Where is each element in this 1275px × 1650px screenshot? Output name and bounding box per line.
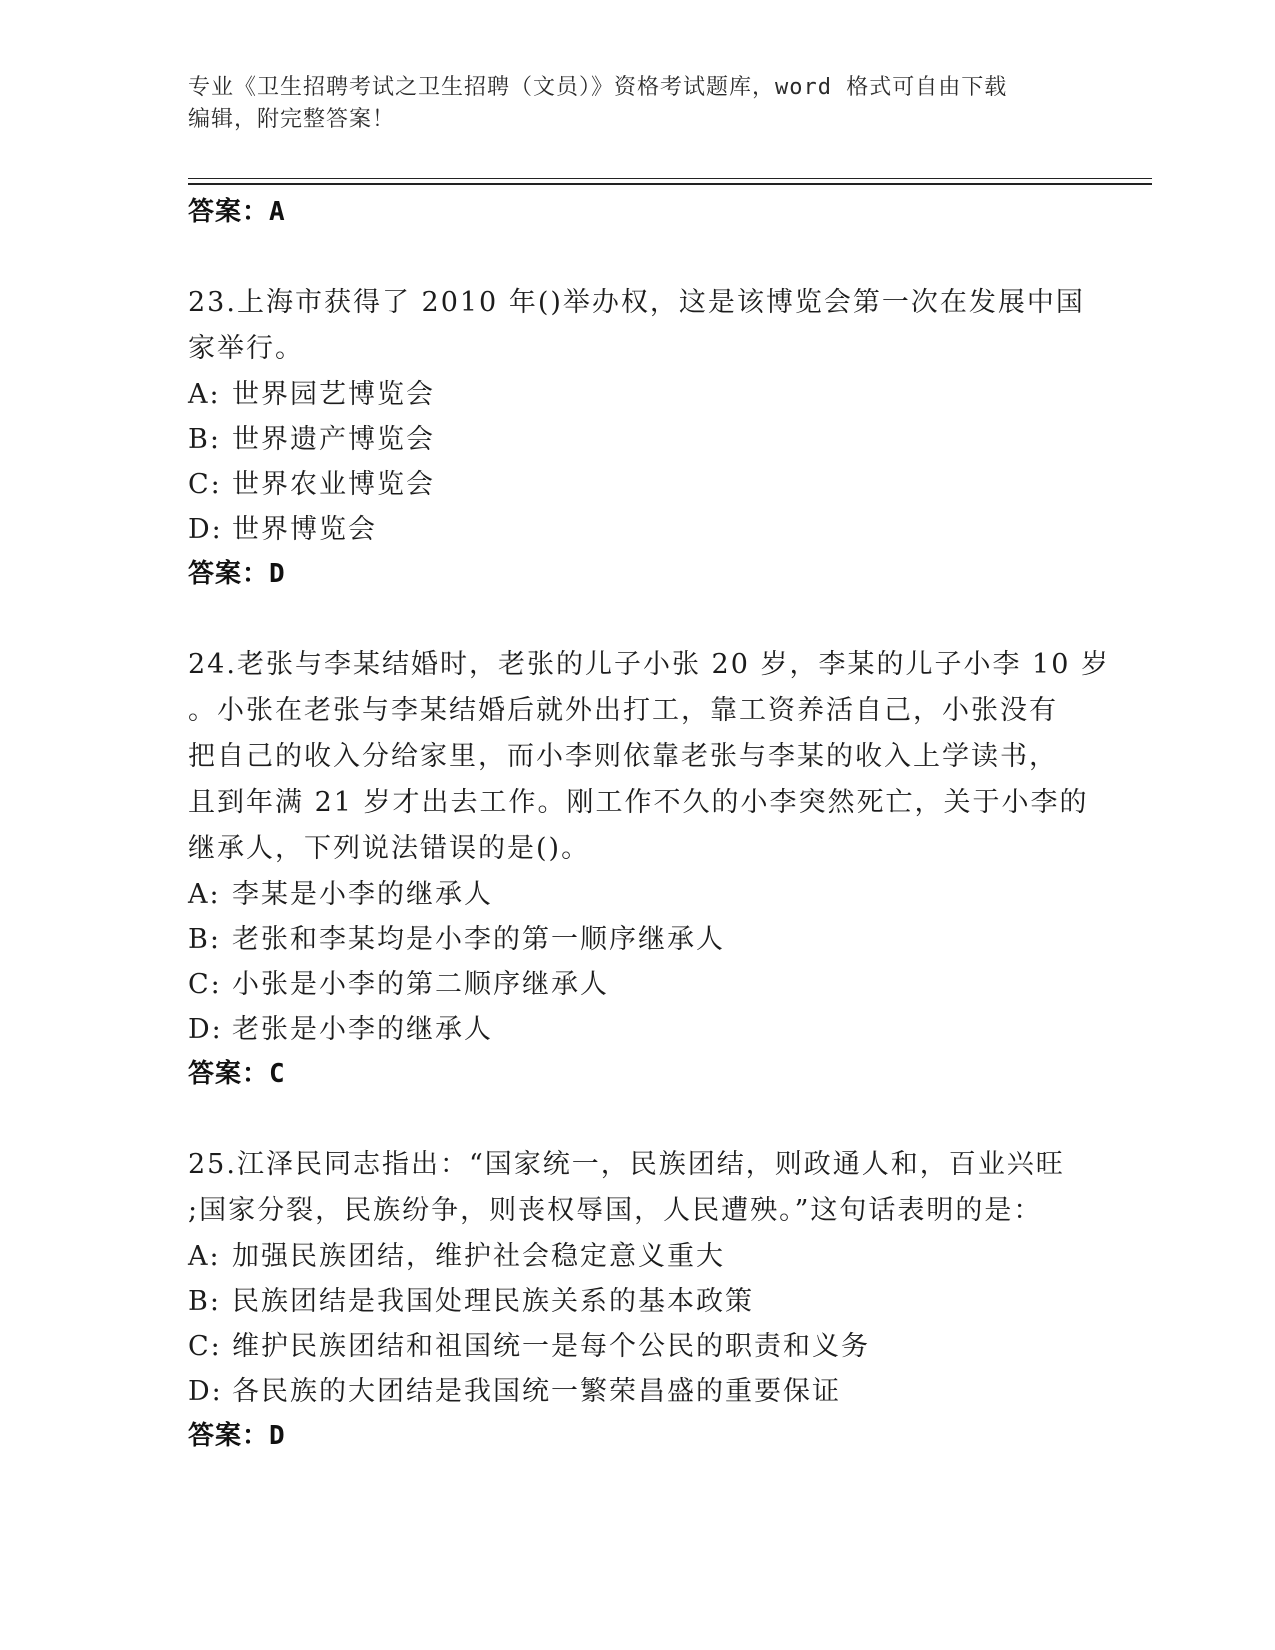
question-text-line: 家举行。 <box>188 333 304 364</box>
answer-line: 答案：D <box>188 1421 286 1451</box>
question-text-line: 把自己的收入分给家里，而小李则依靠老张与李某的收入上学读书， <box>188 741 1058 772</box>
option-a <box>188 1234 1088 1279</box>
question-spacer <box>188 1096 1088 1142</box>
answer-line: 答案：D <box>188 559 286 589</box>
question-text-line: ;国家分裂，民族纷争，则丧权辱国，人民遭殃。”这句话表明的是： <box>188 1195 1043 1226</box>
option-b <box>188 1279 1088 1324</box>
question-spacer <box>188 234 1088 280</box>
option-text: 老张和李某均是小李的第一顺序继承人 <box>232 924 725 955</box>
option-b <box>188 917 1088 962</box>
option-text: 世界园艺博览会 <box>232 379 435 410</box>
option-letter: D: <box>188 514 223 545</box>
option-letter: A: <box>188 879 221 910</box>
option-letter: C: <box>188 469 222 500</box>
question-23 <box>188 280 1088 372</box>
option-text: 世界遗产博览会 <box>232 424 435 455</box>
answer-line: 答案：C <box>188 1059 286 1089</box>
option-d <box>188 507 1088 552</box>
question-25 <box>188 1142 1088 1234</box>
question-spacer <box>188 596 1088 642</box>
option-letter: C: <box>188 969 222 1000</box>
option-text: 加强民族团结，维护社会稳定意义重大 <box>232 1241 725 1272</box>
option-c <box>188 1324 1088 1369</box>
option-letter: C: <box>188 1331 222 1362</box>
document-header <box>188 72 1088 136</box>
question-text-line: 24.老张与李某结婚时，老张的儿子小张 20 岁，李某的儿子小李 10 岁 <box>188 649 1110 680</box>
question-text-line: 继承人，下列说法错误的是()。 <box>188 833 591 864</box>
question-24 <box>188 642 1110 872</box>
option-letter: B: <box>188 1286 221 1317</box>
option-letter: A: <box>188 379 221 410</box>
option-text: 民族团结是我国处理民族关系的基本政策 <box>232 1286 754 1317</box>
header-line-2: 编辑，附完整答案！ <box>188 107 396 132</box>
option-a <box>188 372 1088 417</box>
option-c <box>188 962 1088 1007</box>
option-d <box>188 1007 1088 1052</box>
option-letter: D: <box>188 1014 223 1045</box>
option-c <box>188 462 1088 507</box>
option-text: 各民族的大团结是我国统一繁荣昌盛的重要保证 <box>232 1376 841 1407</box>
option-text: 世界博览会 <box>232 514 377 545</box>
question-text-line: 。小张在老张与李某结婚后就外出打工，靠工资养活自己，小张没有 <box>188 695 1058 726</box>
option-b <box>188 417 1088 462</box>
option-text: 小张是小李的第二顺序继承人 <box>232 969 609 1000</box>
option-a <box>188 872 1088 917</box>
option-letter: B: <box>188 924 221 955</box>
answer-line: 答案：A <box>188 197 286 227</box>
question-text-line: 且到年满 21 岁才出去工作。刚工作不久的小李突然死亡，关于小李的 <box>188 787 1089 818</box>
header-rule-thick <box>188 183 1152 185</box>
option-text: 老张是小李的继承人 <box>232 1014 493 1045</box>
document-body <box>188 190 1110 1458</box>
question-text-line: 25.江泽民同志指出：“国家统一，民族团结，则政通人和，百业兴旺 <box>188 1149 1065 1180</box>
header-line-1: 专业《卫生招聘考试之卫生招聘（文员）》资格考试题库，word 格式可自由下载 <box>188 75 1008 100</box>
header-rule-thin <box>188 178 1152 179</box>
option-letter: A: <box>188 1241 221 1272</box>
option-text: 世界农业博览会 <box>232 469 435 500</box>
option-d <box>188 1369 1088 1414</box>
option-text: 李某是小李的继承人 <box>232 879 493 910</box>
option-letter: B: <box>188 424 221 455</box>
option-text: 维护民族团结和祖国统一是每个公民的职责和义务 <box>232 1331 870 1362</box>
option-letter: D: <box>188 1376 223 1407</box>
question-text-line: 23.上海市获得了 2010 年()举办权，这是该博览会第一次在发展中国 <box>188 287 1085 318</box>
